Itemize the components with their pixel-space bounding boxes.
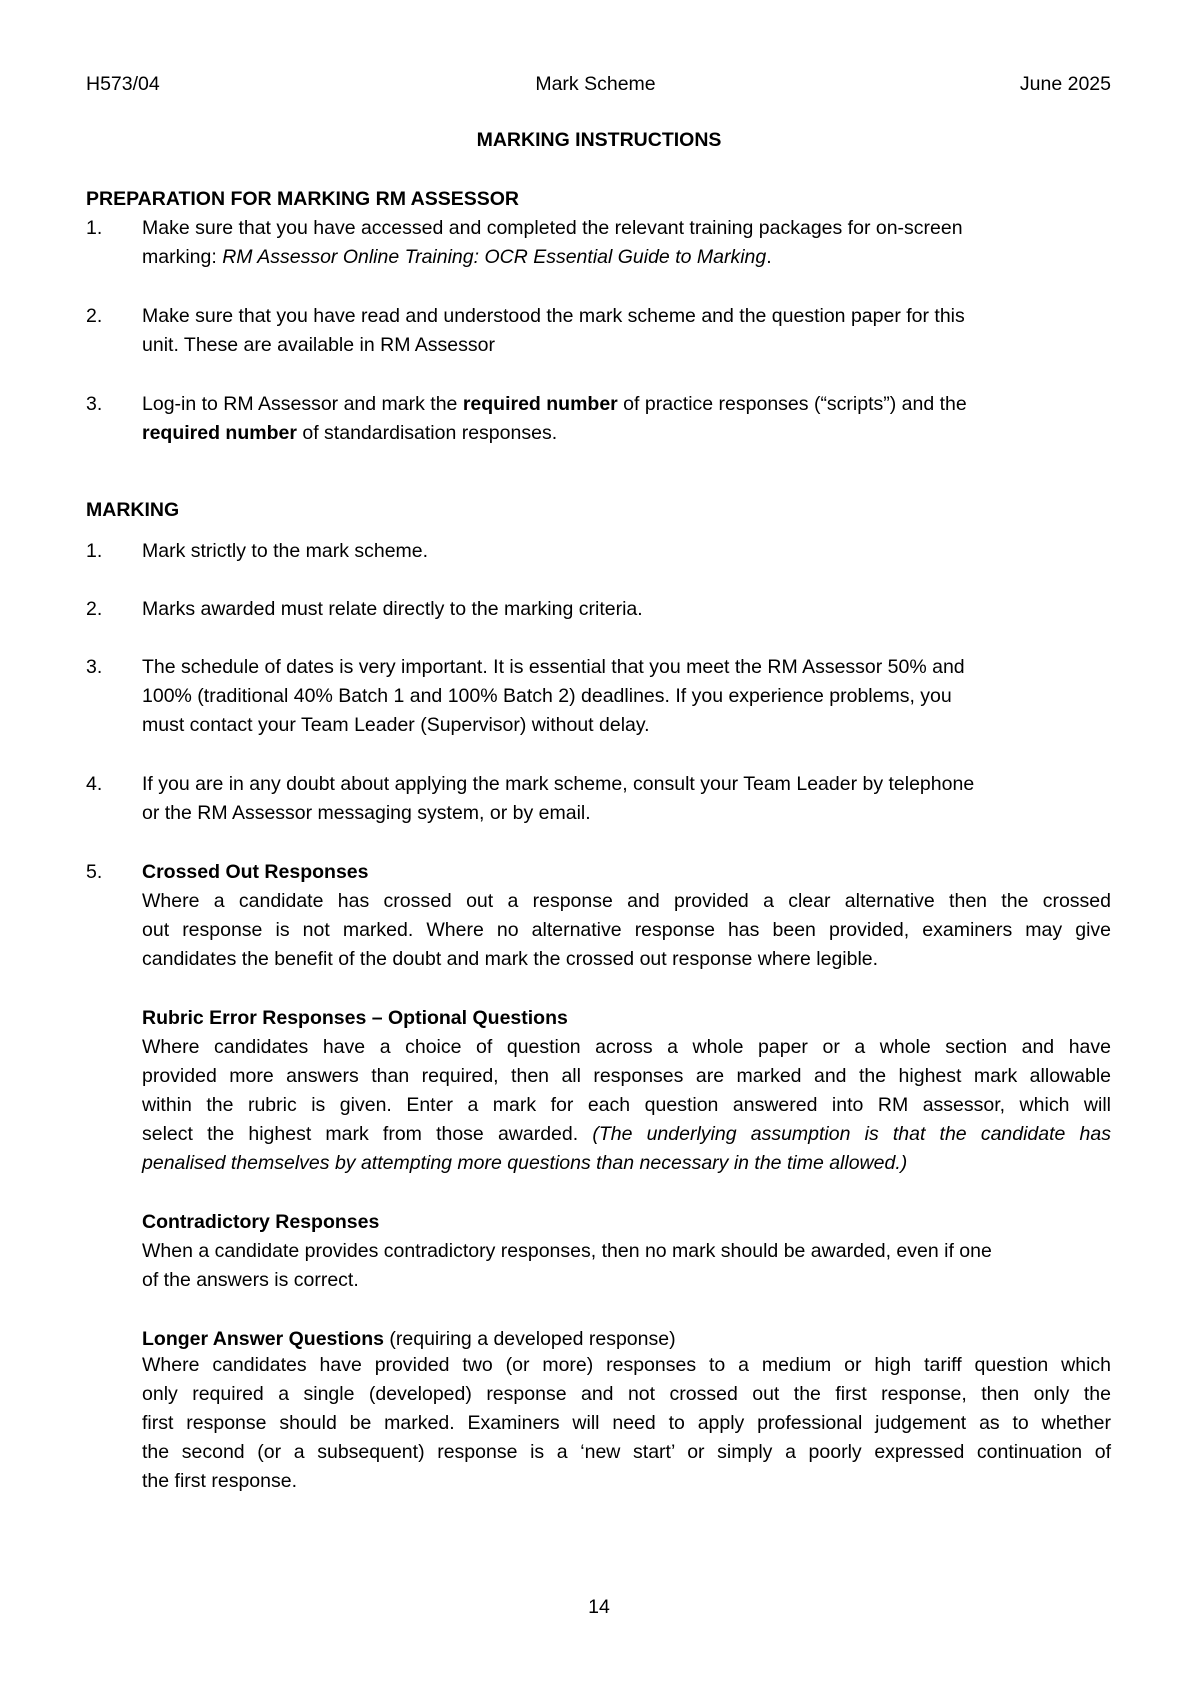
item-text-line: Marks awarded must relate directly to the marking criteria. (142, 598, 643, 620)
item-number: 2. (86, 598, 103, 620)
paragraph-line: Where candidates have a choice of question across a whole paper or a whole section and have (142, 1036, 1111, 1058)
longer-answer-heading (142, 1328, 676, 1351)
paragraph-line: the second (or a subsequent) response is a ‘new start’ or simply a poorly expressed continuation of (142, 1441, 1111, 1463)
item-text-line: Make sure that you have read and understood the mark scheme and the question paper for this (142, 305, 965, 327)
paragraph-line: out response is not marked. Where no alternative response has been provided, examiners may give (142, 919, 1111, 941)
paragraph-line: the first response. (142, 1470, 297, 1492)
paragraph-line: provided more answers than required, then all responses are marked and the highest mark allowable (142, 1065, 1111, 1087)
text-plain: of practice responses (“scripts”) and the (617, 393, 967, 415)
paragraph-line: penalised themselves by attempting more questions than necessary in the time allowed.) (142, 1152, 908, 1174)
paragraph-line: of the answers is correct. (142, 1269, 359, 1291)
text-bold: Longer Answer Questions (142, 1328, 384, 1350)
preparation-heading: PREPARATION FOR MARKING RM ASSESSOR (86, 188, 519, 210)
page-number: 14 (588, 1596, 610, 1618)
crossed-out-heading: Crossed Out Responses (142, 861, 369, 883)
item-text-line: If you are in any doubt about applying the mark scheme, consult your Team Leader by telephone (142, 773, 975, 795)
item-number: 3. (86, 656, 103, 678)
text-bold: required number (142, 422, 297, 444)
paragraph-line: within the rubric is given. Enter a mark for each question answered into RM assessor, which will (142, 1094, 1111, 1116)
text-plain: . (766, 246, 772, 268)
item-text-line: Make sure that you have accessed and completed the relevant training packages for on-screen (142, 217, 963, 239)
item-number: 2. (86, 305, 103, 327)
document-title: Mark Scheme (535, 73, 656, 95)
item-text-line: unit. These are available in RM Assessor (142, 334, 495, 356)
paragraph-line: only required a single (developed) response and not crossed out the first response, then only the (142, 1383, 1111, 1405)
item-number: 4. (86, 773, 103, 795)
paragraph-line (142, 1123, 1111, 1146)
paper-code: H573/04 (86, 73, 160, 95)
page-title: MARKING INSTRUCTIONS (476, 129, 722, 151)
paragraph-line: candidates the benefit of the doubt and mark the crossed out response where legible. (142, 948, 879, 970)
text-plain: (requiring a developed response) (383, 1328, 676, 1350)
item-number: 3. (86, 393, 103, 415)
item-number: 5. (86, 861, 103, 883)
item-text-line (142, 246, 772, 269)
text-plain: of standardisation responses. (296, 422, 558, 444)
text-plain: select the highest mark from those awarded. (142, 1123, 593, 1145)
text-italic: (The underlying assumption is that the candidate has (592, 1123, 1111, 1145)
item-text-line: or the RM Assessor messaging system, or by email. (142, 802, 591, 824)
item-text-line: The schedule of dates is very important. It is essential that you meet the RM Assessor 50% and (142, 656, 965, 678)
item-text-line: 100% (traditional 40% Batch 1 and 100% Batch 2) deadlines. If you experience problems, you (142, 685, 952, 707)
contradictory-heading: Contradictory Responses (142, 1211, 380, 1233)
training-guide-title: RM Assessor Online Training: OCR Essential Guide to Marking (222, 246, 767, 268)
paragraph-line: first response should be marked. Examiners will need to apply professional judgement as to whether (142, 1412, 1111, 1434)
exam-session: June 2025 (1019, 73, 1111, 95)
item-text-line: Mark strictly to the mark scheme. (142, 540, 429, 562)
item-number: 1. (86, 217, 103, 239)
marking-heading: MARKING (86, 499, 180, 521)
text-bold: required number (462, 393, 618, 415)
paragraph-line: Where a candidate has crossed out a response and provided a clear alternative then the crossed (142, 890, 1111, 912)
item-number: 1. (86, 540, 103, 562)
item-text-line: must contact your Team Leader (Supervisor) without delay. (142, 714, 650, 736)
paragraph-line: When a candidate provides contradictory responses, then no mark should be awarded, even if one (142, 1240, 992, 1262)
item-text-line (142, 393, 967, 416)
paragraph-line: Where candidates have provided two (or more) responses to a medium or high tariff question which (142, 1354, 1111, 1376)
rubric-error-heading: Rubric Error Responses – Optional Questions (142, 1007, 568, 1029)
text-plain: marking: (142, 246, 223, 268)
text-plain: Log-in to RM Assessor and mark the (142, 393, 463, 415)
item-text-line (142, 422, 557, 445)
